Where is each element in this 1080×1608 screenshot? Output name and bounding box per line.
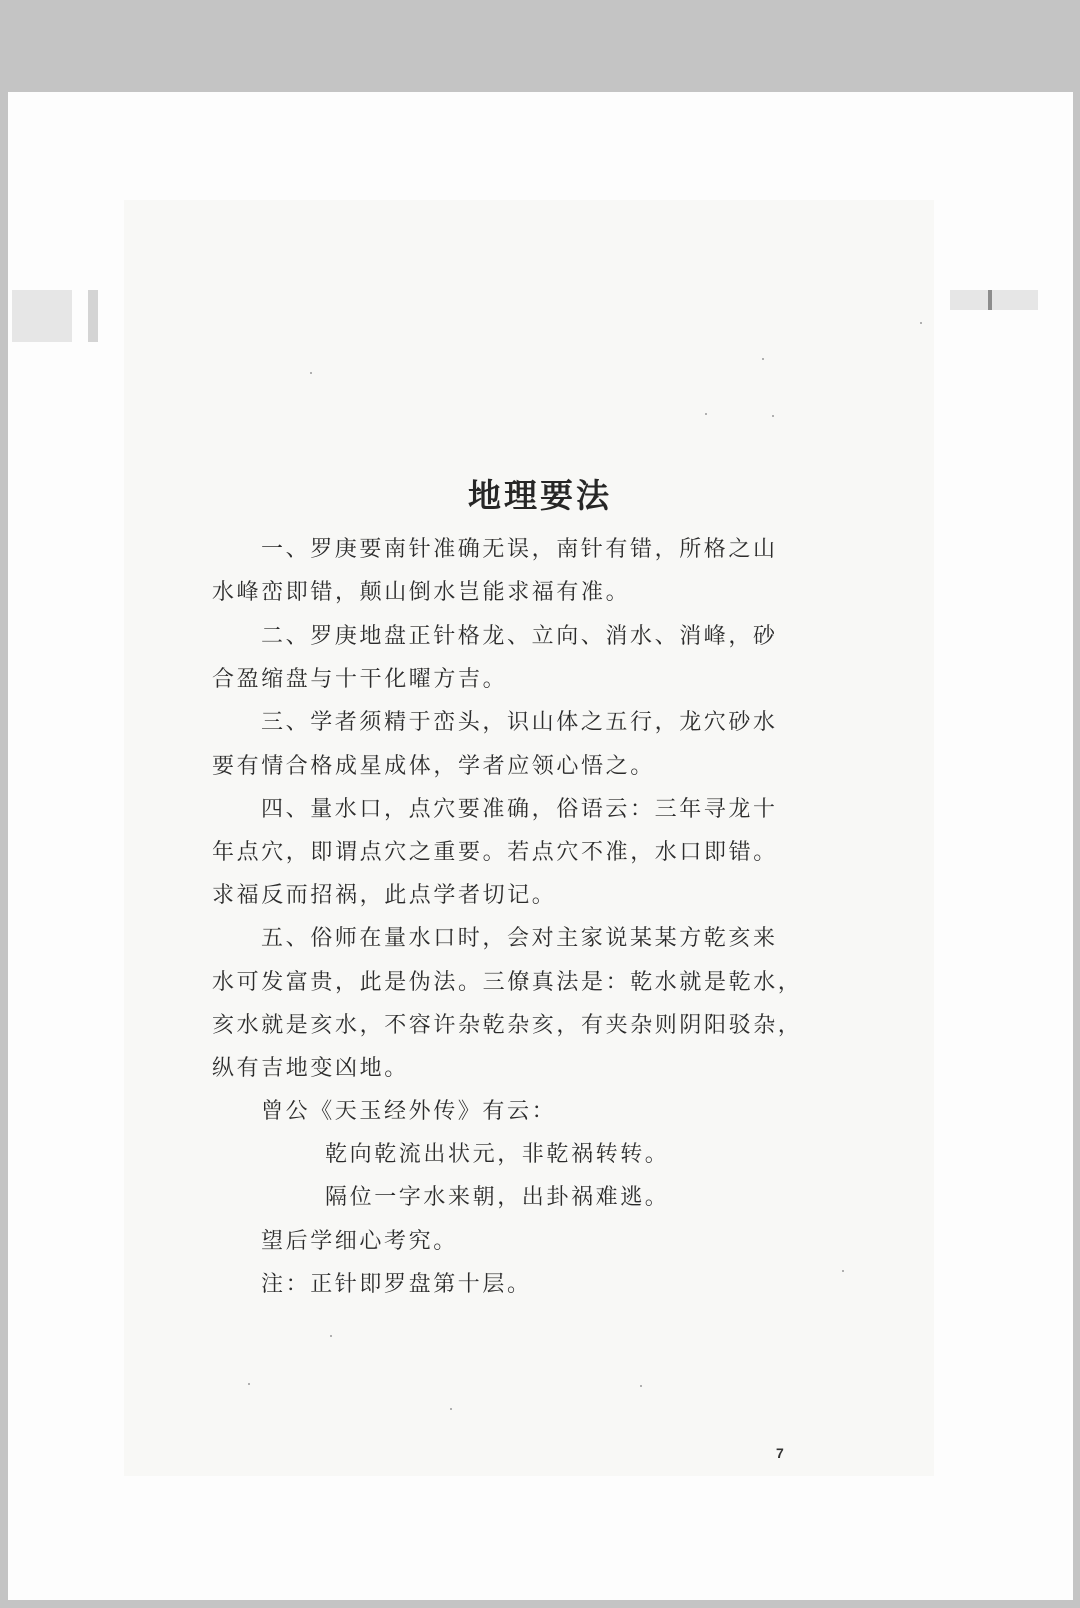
scan-speck	[842, 1270, 844, 1272]
text-line: 曾公《天玉经外传》有云：	[261, 1099, 557, 1124]
text-line: 求福反而招祸，此点学者切记。	[212, 883, 557, 908]
text-line: 三、学者须精于峦头，识山体之五行，龙穴砂水	[261, 710, 778, 735]
scan-speck	[248, 1383, 250, 1385]
scan-speck	[705, 413, 707, 415]
text-line: 水可发富贵，此是伪法。三僚真法是：乾水就是乾水，	[212, 970, 803, 995]
scan-edge-mark	[88, 290, 98, 342]
poem-line: 乾向乾流出状元，非乾祸转转。	[325, 1142, 670, 1167]
scan-speck	[772, 415, 774, 417]
text-line: 五、俗师在量水口时，会对主家说某某方乾亥来	[261, 926, 778, 951]
text-line: 望后学细心考究。	[261, 1229, 458, 1254]
text-line: 要有情合格成星成体，学者应领心悟之。	[212, 754, 655, 779]
text-line: 一、罗庚要南针准确无误，南针有错，所格之山	[261, 537, 778, 562]
text-line: 四、量水口，点穴要准确，俗语云：三年寻龙十	[261, 797, 778, 822]
scan-speck	[920, 322, 922, 324]
text-line: 亥水就是亥水，不容许杂乾杂亥，有夹杂则阴阳驳杂，	[212, 1013, 803, 1038]
scan-speck	[640, 1385, 642, 1387]
poem-line: 隔位一字水来朝，出卦祸难逃。	[325, 1185, 670, 1210]
scan-speck	[310, 372, 312, 374]
text-line: 二、罗庚地盘正针格龙、立向、消水、消峰，砂	[261, 624, 778, 649]
scan-speck	[450, 1408, 452, 1410]
text-line: 合盈缩盘与十干化曜方吉。	[212, 667, 508, 692]
note-line: 注：正针即罗盘第十层。	[261, 1272, 532, 1297]
scan-edge-mark	[988, 290, 992, 310]
scan-edge-mark	[12, 290, 72, 342]
page-number: 7	[776, 1445, 784, 1461]
scan-edge-mark	[950, 290, 1038, 310]
text-line: 年点穴，即谓点穴之重要。若点穴不准，水口即错。	[212, 840, 778, 865]
scan-speck	[762, 358, 764, 360]
text-line: 水峰峦即错，颠山倒水岂能求福有准。	[212, 580, 631, 605]
page-title: 地理要法	[468, 476, 612, 515]
scan-speck	[330, 1335, 332, 1337]
text-line: 纵有吉地变凶地。	[212, 1056, 409, 1081]
